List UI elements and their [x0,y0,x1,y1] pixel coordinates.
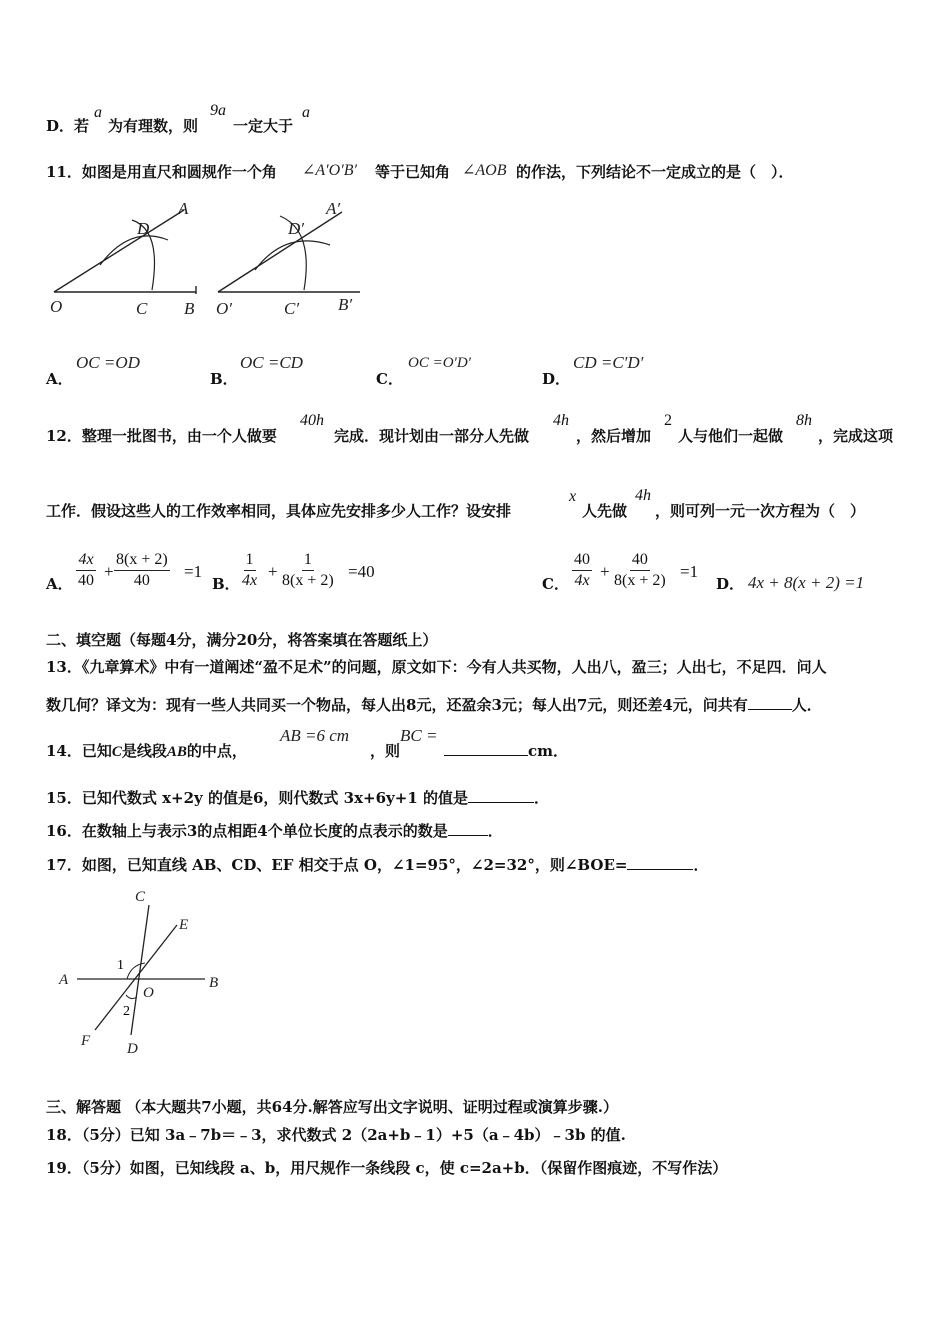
q12-c-num-2: 40 [630,551,650,571]
line-ef [95,925,177,1030]
q12-d-expr: 4x + 8(x + 2) =1 [748,573,865,592]
q10-option-d-label: D． [46,117,75,135]
q14-text-4: ，则 [370,742,401,760]
q11-option-a-expr: OC =OD [76,353,140,372]
q11-left-figure [54,210,196,294]
q13-line-2 [46,695,822,715]
ray-oa [54,210,184,292]
q13-text: 数几何？译文为：现有一些人共同买一个物品，每人出8元，还盈余3元；每人出7元，则还差4元，问共有 [46,696,748,714]
label-o-prime: O′ [216,299,232,318]
q11-option-a-label: A． [46,370,73,388]
label-a-prime: A′ [326,199,341,218]
q12-text-8: ，则可列一元一次方程为（ ） [655,502,866,520]
label-d-prime: D′ [288,219,304,238]
q11-option-b-expr: OC =CD [240,353,303,372]
q13-answer-blank[interactable] [748,709,792,710]
label-o: O [50,297,63,316]
q11-stem [46,162,277,182]
q12-a-num-1: 4x [76,551,95,571]
q12-40h: 40h [300,412,324,429]
q12-text-6: 工作．假设这些人的工作效率相同，具体应先安排多少人工作？设安排 [46,502,512,520]
q15-end: ． [533,789,549,807]
q14-tail [444,741,568,761]
q12-c-eq: =1 [680,562,699,581]
q12-8h: 8h [796,412,812,429]
q11-option-c-label: C． [376,370,403,388]
ray-o-a-prime [218,212,342,292]
q14-num-text: 14．已知 [46,742,112,760]
q14-answer-blank[interactable] [444,755,528,756]
q12-text-1: 整理一批图书，由一个人做要 [81,427,277,445]
fig-label-a: A [59,972,69,988]
q12-num: 12． [46,427,82,445]
q12-c-frac-2 [612,551,668,590]
q12-a-frac-1 [76,551,96,590]
arc-at-d [100,236,168,265]
q17-answer-blank[interactable] [627,869,693,870]
q10-text-2: 为有理数，则 [108,117,199,135]
q12-text-5: ，完成这项 [818,427,894,445]
q12-c-den-2: 8(x + 2) [614,572,666,589]
q12-b-frac-2 [280,551,336,590]
q12-option-c-label: C． [542,575,569,593]
q12-a-frac-2 [114,551,170,590]
q12-a-den-2: 40 [133,572,150,589]
q13-end: 人． [791,696,822,714]
q12-a-eq: =1 [184,562,203,581]
q16 [46,821,503,841]
q19: 19．（5分）如图，已知线段 a、b，用尺规作一条线段 c，使 c=2a+b．（保留作图痕迹，不写作法） [46,1159,728,1177]
q12-c-den-1: 4x [574,572,590,589]
fig-label-b: B [209,975,219,991]
q12-c-plus: + [600,562,610,581]
q12-option-b-label: B． [212,575,240,593]
q14-text-3: 的中点， [186,742,247,760]
q14-point-c: C [111,744,122,760]
q11-text-1: 如图是用直尺和圆规作一个角 [81,163,277,181]
q16-text: 16．在数轴上与表示3的点相距4个单位长度的点表示的数是 [46,822,448,840]
label-c: C [136,299,148,318]
fig-label-o: O [143,985,154,1001]
label-d: D [137,219,150,238]
q12-text-7: 人先做 [582,502,628,520]
q12-b-plus: + [268,562,278,581]
q11-option-b-label: B． [210,370,238,388]
q12-4h-b: 4h [635,487,651,504]
q11-angle-1: ∠A′O′B′ [302,162,358,179]
q12-stem-1 [46,426,277,446]
angle-2-arc [126,995,137,999]
q12-b-den-2: 8(x + 2) [282,572,334,589]
q10-text-3: 一定大于 [233,117,294,135]
section-3-heading: 三、解答题 （本大题共7小题，共64分.解答应写出文字说明、证明过程或演算步骤.） [46,1098,618,1116]
section-2-heading: 二、填空题（每题4分，满分20分，将答案填在答题纸上） [46,631,438,649]
q12-a-plus: + [104,562,114,581]
q12-b-den-1: 4x [242,572,258,589]
label-b: B [184,299,195,318]
q11-text-2: 等于已知角 [375,163,451,181]
fig-angle-1: 1 [117,958,124,973]
q12-4h: 4h [553,412,569,429]
q12-text-4: 人与他们一起做 [678,427,784,445]
q10-var-a: a [94,104,102,121]
q18: 18．（5分）已知 3a﹣7b＝﹣3，求代数式 2（2a+b﹣1）+5（a﹣4b）﹣3b 的值. [46,1126,626,1144]
q17 [46,855,708,875]
q14-expr-ab: AB =6 cm [280,726,350,745]
q12-b-frac-1 [240,551,259,590]
label-c-prime: C′ [284,299,300,318]
q14-expr-bc: BC = [400,726,438,745]
q12-a-den-1: 40 [78,572,94,589]
fig-label-d: D [127,1041,138,1057]
q14-unit: cm． [528,742,569,760]
q15-text: 15．已知代数式 x+2y 的值是6，则代数式 3x+6y+1 的值是 [46,789,468,807]
q10-var-a2: a [302,104,310,121]
q12-var-x: x [569,488,577,505]
q10-expr-9a: 9a [210,102,226,119]
q12-option-a-label: A． [46,575,73,593]
q14-text-2: 是线段 [121,742,167,760]
q14-segment-ab: AB [166,744,187,760]
fig-label-f: F [81,1033,91,1049]
q12-text-2: 完成．现计划由一部分人先做 [334,427,530,445]
q14-text-1 [46,741,247,762]
q11-num: 11． [46,163,82,181]
q11-angle-2: ∠AOB [462,162,507,179]
q15-answer-blank[interactable] [468,802,534,803]
q10-text-1: 若 [74,117,90,135]
arc-at-d-prime [255,241,330,270]
q12-c-num-1: 40 [572,551,592,571]
q17-text: 17．如图，已知直线 AB、CD、EF 相交于点 O，∠1=95°，∠2=32°，则∠BOE= [46,856,628,874]
q11-option-c-expr: OC =O′D′ [408,355,471,371]
q12-c-frac-1 [572,551,592,590]
q11-construction-figure [40,190,380,325]
line-cd [131,905,149,1035]
q11-text-3: 的作法，下列结论不一定成立的是（ ）． [516,163,794,181]
q13-line-1: 13．《九章算术》中有一道阐述“盈不足术”的问题，原文如下：今有人共买物，人出八，盈三；人出七，不足四．问人 [46,658,827,676]
q12-text-3: ，然后增加 [576,427,652,445]
q17-lines-figure [55,885,235,1060]
q15 [46,788,549,808]
label-a: A [178,199,189,218]
q16-answer-blank[interactable] [448,835,488,836]
q12-b-eq: =40 [348,562,375,581]
fig-label-c: C [135,889,146,905]
q12-option-d-label: D． [716,575,745,593]
q12-a-num-2: 8(x + 2) [114,551,170,571]
fig-angle-2: 2 [123,1004,130,1019]
label-b-prime: B′ [338,295,353,314]
fig-label-e: E [179,917,189,933]
q11-option-d-expr: CD =C′D′ [573,353,644,372]
q10-option-d [46,116,89,136]
q12-num-2: 2 [664,412,672,429]
q17-end: ． [693,856,709,874]
q16-end: ． [487,822,503,840]
q12-b-num-2: 1 [302,551,314,571]
q12-b-num-1: 1 [244,551,256,571]
q11-option-d-label: D． [542,370,571,388]
